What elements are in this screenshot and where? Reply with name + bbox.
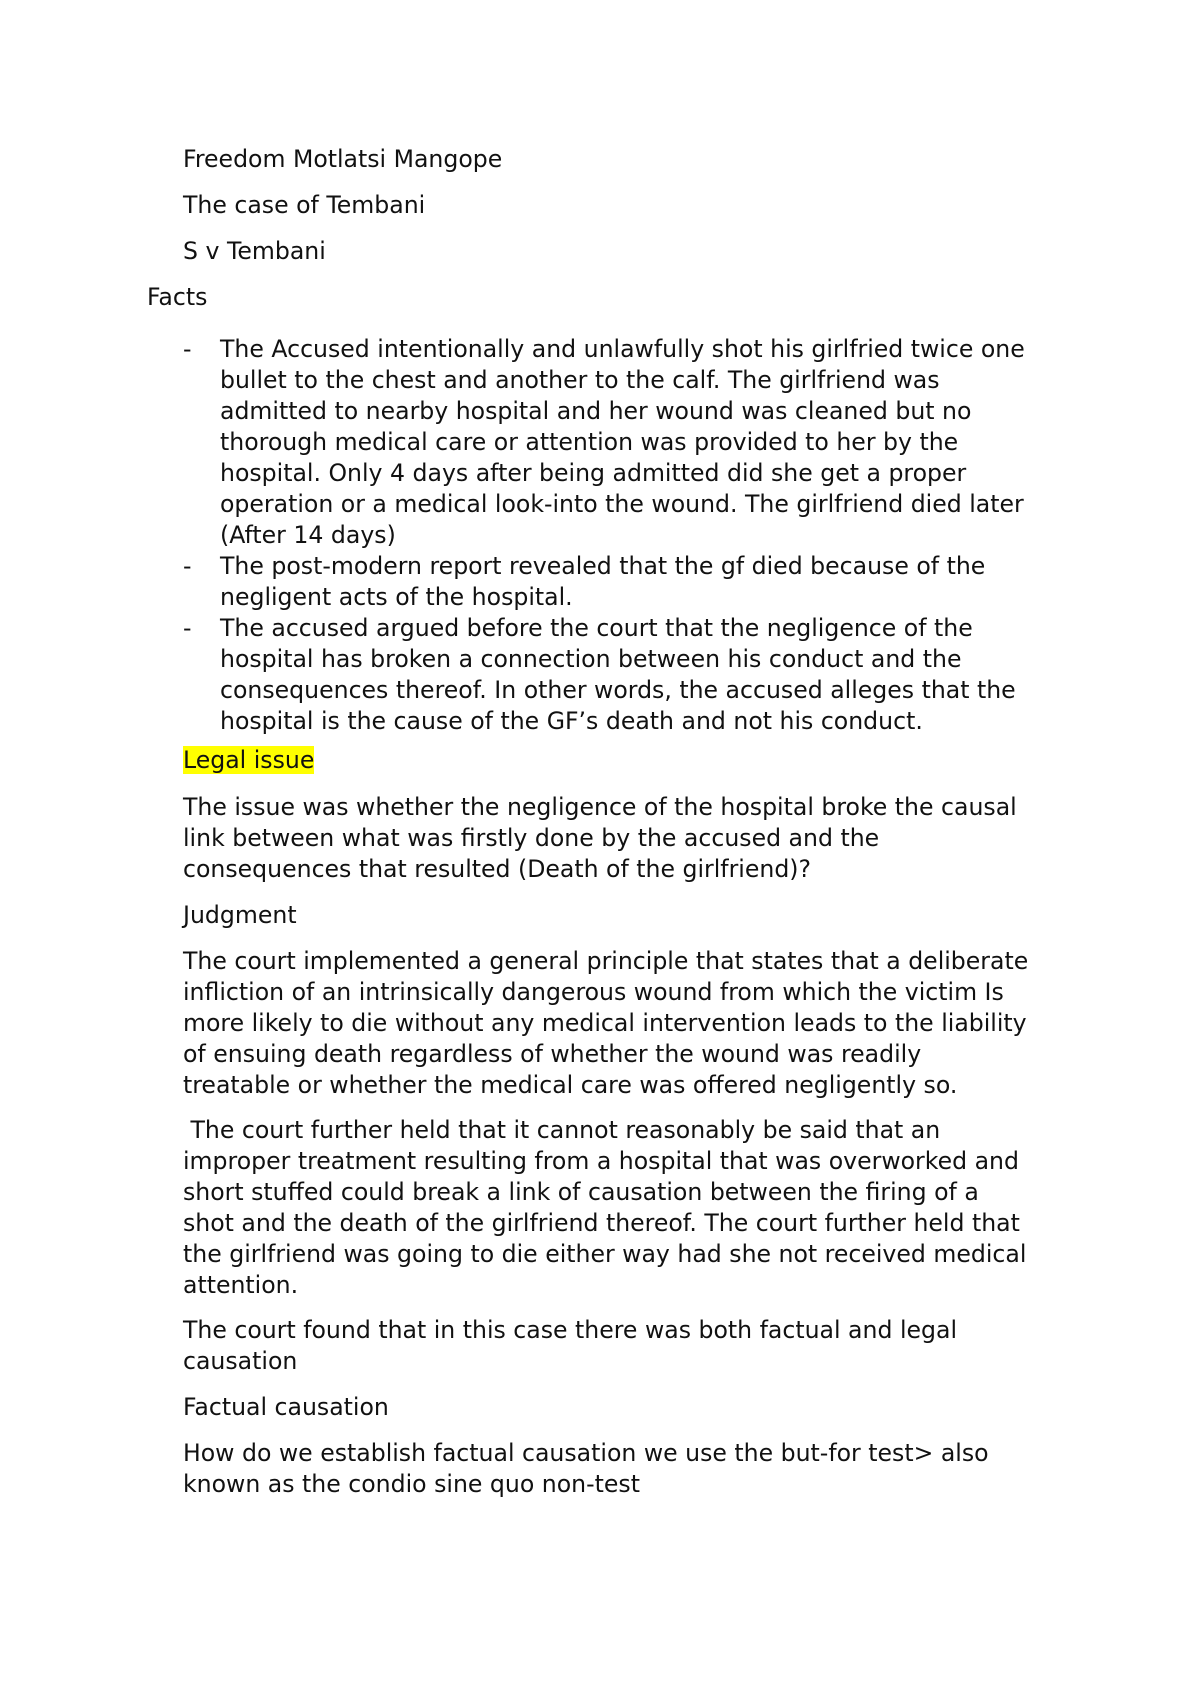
- paragraph-line: link between what was firstly done by the accused and the: [183, 824, 880, 852]
- fact-line: thorough medical care or attention was provided to her by the: [220, 428, 959, 456]
- bullet-marker: -: [183, 614, 192, 642]
- factual-causation-heading: Factual causation: [183, 1393, 389, 1421]
- paragraph-line: attention.: [183, 1271, 299, 1299]
- paragraph-line: The court further held that it cannot reasonably be said that an: [183, 1116, 941, 1144]
- bullet-marker: -: [183, 335, 192, 363]
- paragraph-line: more likely to die without any medical intervention leads to the liability: [183, 1009, 1027, 1037]
- judgment-paragraph-3: [183, 1315, 1063, 1377]
- fact-line: operation or a medical look-into the wound. The girlfriend died later: [220, 490, 1024, 518]
- list-item: [183, 334, 1083, 551]
- judgment-paragraph-2: [183, 1115, 1063, 1301]
- case-title: The case of Tembani: [183, 191, 426, 219]
- case-citation: S v Tembani: [183, 237, 326, 265]
- factual-causation-paragraph: [183, 1438, 1063, 1500]
- fact-line: The accused argued before the court that the negligence of the: [220, 614, 973, 642]
- paragraph-line: infliction of an intrinsically dangerous wound from which the victim Is: [183, 978, 1004, 1006]
- fact-line: The post-modern report revealed that the gf died because of the: [220, 552, 986, 580]
- paragraph-line: causation: [183, 1347, 298, 1375]
- paragraph-line: The court implemented a general principle that states that a deliberate: [183, 947, 1029, 975]
- paragraph-line: the girlfriend was going to die either way had she not received medical: [183, 1240, 1027, 1268]
- paragraph-line: The court found that in this case there was both factual and legal: [183, 1316, 958, 1344]
- paragraph-line: The issue was whether the negligence of the hospital broke the causal: [183, 793, 1017, 821]
- paragraph-line: short stuffed could break a link of causation between the firing of a: [183, 1178, 979, 1206]
- facts-list: [183, 334, 1083, 737]
- fact-line: hospital is the cause of the GF’s death and not his conduct.: [220, 707, 923, 735]
- paragraph-line: of ensuing death regardless of whether the wound was readily: [183, 1040, 922, 1068]
- author-name: Freedom Motlatsi Mangope: [183, 145, 503, 173]
- paragraph-line: consequences that resulted (Death of the girlfriend)?: [183, 855, 812, 883]
- legal-issue-heading: [183, 745, 314, 776]
- paragraph-line: How do we establish factual causation we use the but-for test> also: [183, 1439, 989, 1467]
- fact-line: admitted to nearby hospital and her wound was cleaned but no: [220, 397, 972, 425]
- fact-line: The Accused intentionally and unlawfully shot his girlfried twice one: [220, 335, 1025, 363]
- fact-line: bullet to the chest and another to the calf. The girlfriend was: [220, 366, 940, 394]
- paragraph-line: known as the condio sine quo non-test: [183, 1470, 640, 1498]
- paragraph-line: improper treatment resulting from a hospital that was overworked and: [183, 1147, 1019, 1175]
- paragraph-line: treatable or whether the medical care was offered negligently so.: [183, 1071, 958, 1099]
- bullet-marker: -: [183, 552, 192, 580]
- fact-line: hospital has broken a connection between his conduct and the: [220, 645, 962, 673]
- legal-issue-paragraph: [183, 792, 1063, 885]
- judgment-paragraph-1: [183, 946, 1063, 1101]
- facts-heading: Facts: [147, 283, 208, 311]
- fact-line: negligent acts of the hospital.: [220, 583, 573, 611]
- fact-line: (After 14 days): [220, 521, 396, 549]
- highlighted-heading-text: Legal issue: [183, 746, 315, 774]
- paragraph-line: shot and the death of the girlfriend thereof. The court further held that: [183, 1209, 1020, 1237]
- fact-line: consequences thereof. In other words, the accused alleges that the: [220, 676, 1016, 704]
- list-item: [183, 551, 1083, 613]
- fact-line: hospital. Only 4 days after being admitted did she get a proper: [220, 459, 967, 487]
- judgment-heading: Judgment: [183, 901, 297, 929]
- list-item: [183, 613, 1083, 737]
